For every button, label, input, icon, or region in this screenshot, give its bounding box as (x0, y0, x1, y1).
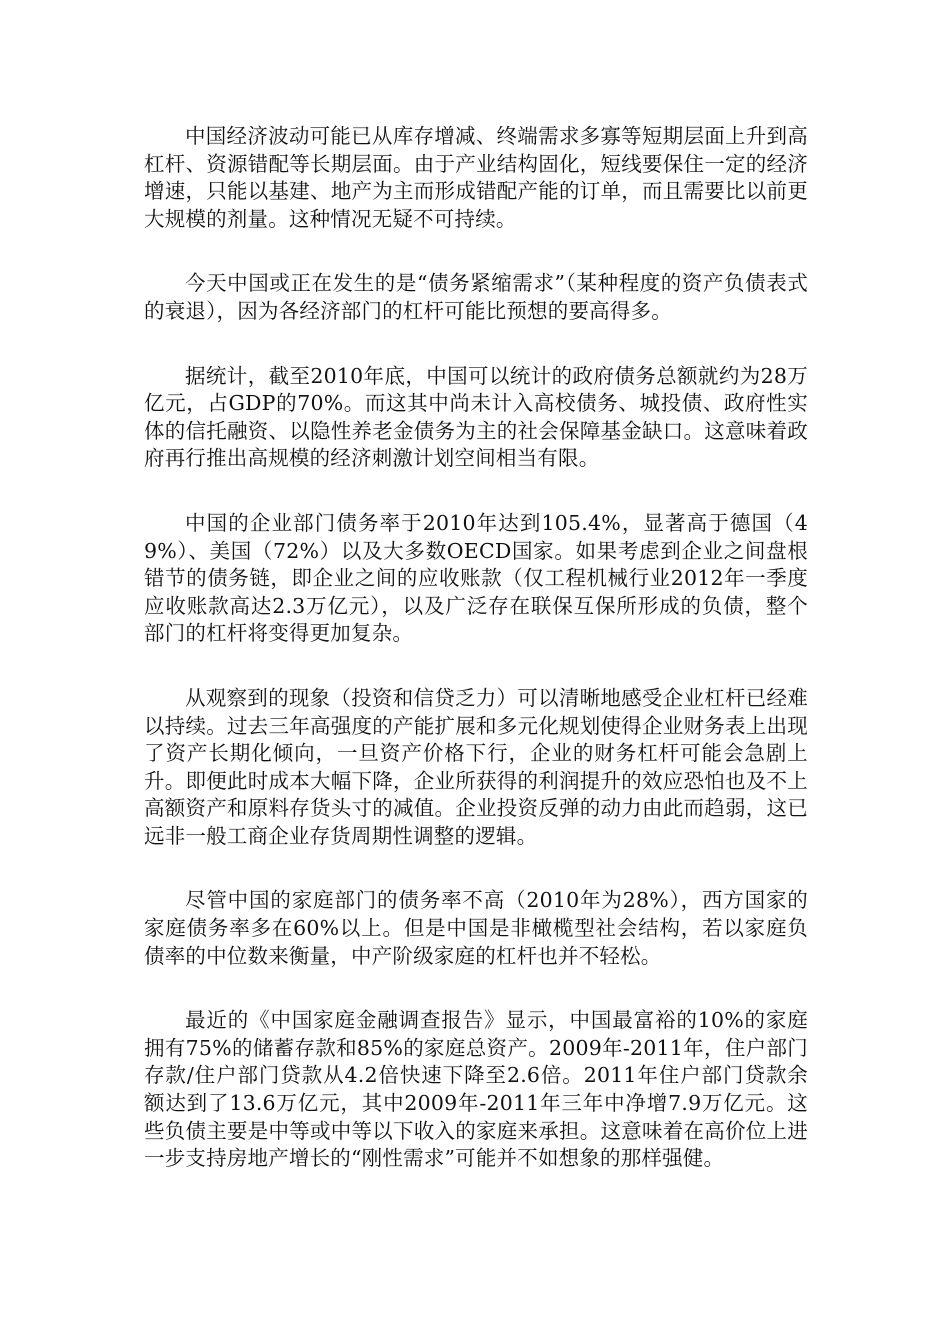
paragraph-household-finance-survey: 最近的《中国家庭金融调查报告》显示，中国最富裕的10%的家庭拥有75%的储蓄存款和85%的家庭总资产。2009年-2011年，住户部门存款/住户部门贷款从4.2倍快速下降至2.6倍。2011年住户部门贷款余额达到了13.6万亿元，其中2009年-2011年三年中净增7.9万亿元。这些负债主要是中等或中等以下收入的家庭来承担。这意味着在高价位上进一步支持房地产增长的“刚性需求”可能并不如想象的那样强健。 (144, 1008, 808, 1171)
paragraph-corporate-debt: 中国的企业部门债务率于2010年达到105.4%，显著高于德国（49%）、美国（72%）以及大多数OECD国家。如果考虑到企业之间盘根错节的债务链，即企业之间的应收账款（仅工程机械行业2012年一季度应收账款高达2.3万亿元），以及广泛存在联保互保所形成的负债，整个部门的杠杆将变得更加复杂。 (144, 510, 808, 646)
paragraph-household-debt: 尽管中国的家庭部门的债务率不高（2010年为28%），西方国家的家庭债务率多在60%以上。但是中国是非橄榄型社会结构，若以家庭负债率的中位数来衡量，中产阶级家庭的杠杆也并不轻松。 (144, 888, 808, 968)
paragraph-corporate-leverage: 从观察到的现象（投资和信贷乏力）可以清晰地感受企业杠杆已经难以持续。过去三年高强度的产能扩展和多元化规划使得企业财务表上出现了资产长期化倾向，一旦资产价格下行，企业的财务杠杆可能会急剧上升。即便此时成本大幅下降，企业所获得的利润提升的效应恐怕也及不上高额资产和原料存货头寸的减值。企业投资反弹的动力由此而趋弱，这已远非一般工商企业存货周期性调整的逻辑。 (144, 685, 808, 848)
document-body (144, 123, 808, 1210)
paragraph-government-debt: 据统计，截至2010年底，中国可以统计的政府债务总额就约为28万亿元，占GDP的70%。而这其中尚未计入高校债务、城投债、政府性实体的信托融资、以隐性养老金债务为主的社会保障基金缺口。这意味着政府再行推出高规模的经济刺激计划空间相当有限。 (144, 363, 808, 471)
paragraph-economic-fluctuation: 中国经济波动可能已从库存增减、终端需求多寡等短期层面上升到高杠杆、资源错配等长期层面。由于产业结构固化，短线要保住一定的经济增速，只能以基建、地产为主而形成错配产能的订单，而且需要比以前更大规模的剂量。这种情况无疑不可持续。 (144, 124, 808, 231)
paragraph-debt-deflation: 今天中国或正在发生的是“债务紧缩需求”（某种程度的资产负债表式的衰退），因为各经济部门的杠杆可能比预想的要高得多。 (144, 271, 808, 323)
